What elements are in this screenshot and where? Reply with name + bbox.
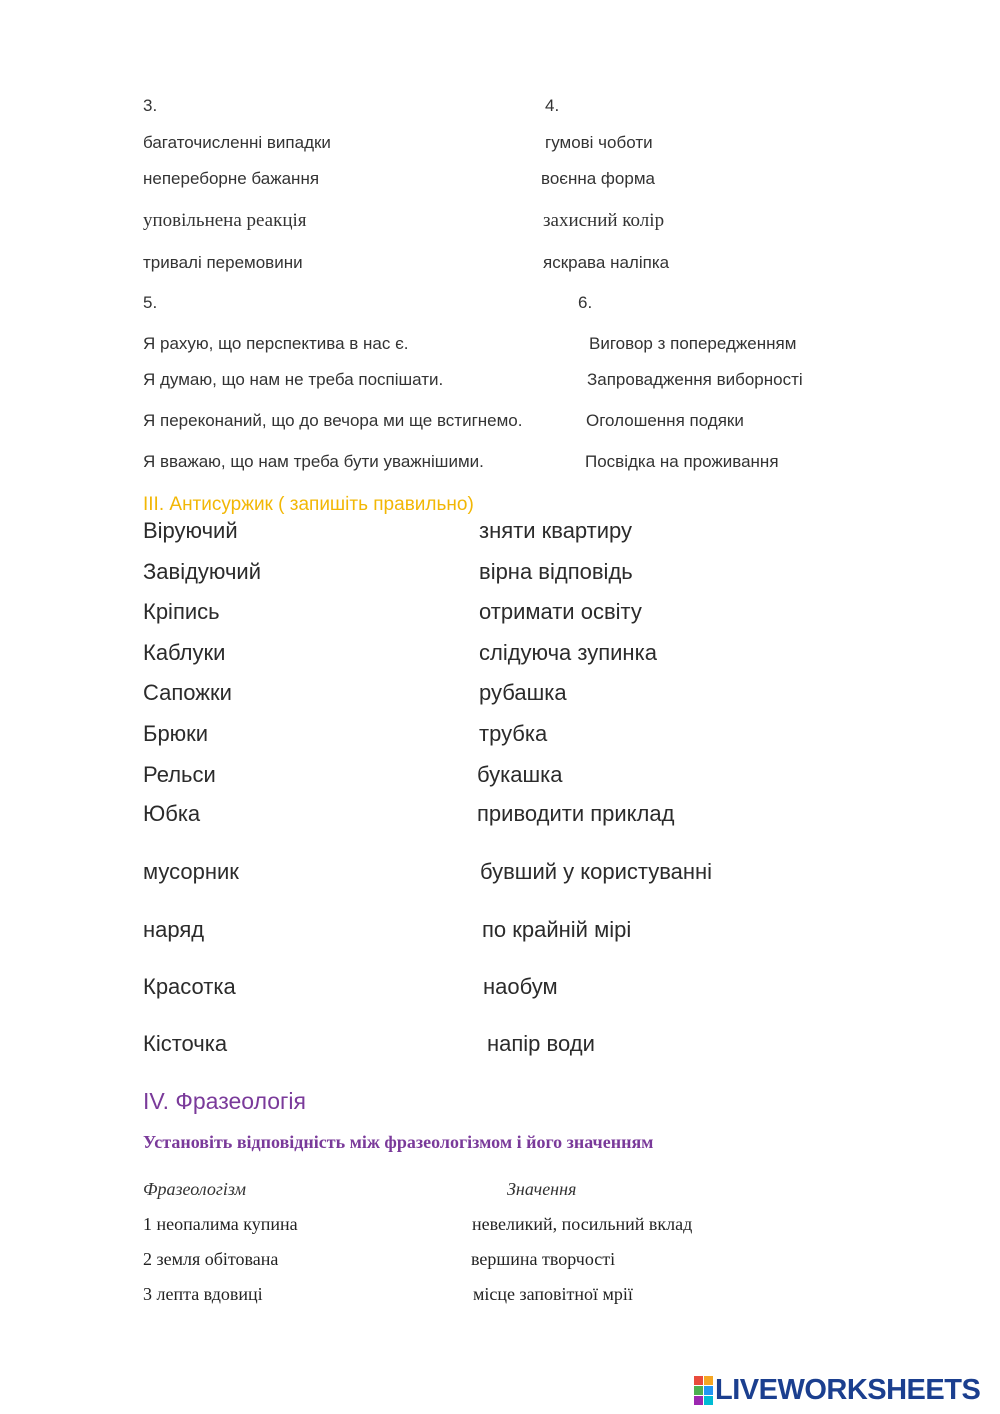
list-item: бувший у користуванні (480, 859, 713, 884)
list-item: воєнна форма (541, 169, 655, 188)
list-item: слідуюча зупинка (479, 640, 657, 665)
list-item: Рельси (143, 762, 216, 787)
liveworksheets-logo-icon (694, 1376, 713, 1405)
list-item: приводити приклад (477, 801, 675, 826)
logo-text: LIVEWORKSHEETS (715, 1373, 981, 1406)
section-title-phraseology: IV. Фразеологія (143, 1088, 306, 1114)
exercise-5-number: 5. (143, 293, 158, 312)
list-item: 2 земля обітована (143, 1249, 279, 1269)
list-item: непереборне бажання (143, 169, 320, 188)
list-item: Я переконаний, що до вечора ми ще встигнемо. (143, 411, 523, 430)
list-item: Я вважаю, що нам треба бути уважнішими. (143, 452, 484, 471)
list-item: тривалі перемовини (143, 253, 303, 272)
logo-mark-cell (704, 1386, 713, 1395)
liveworksheets-logo (694, 1373, 981, 1406)
list-item: яскрава наліпка (543, 253, 670, 272)
exercise-6-number: 6. (578, 293, 593, 312)
logo-mark-cell (694, 1396, 703, 1405)
section-title-antisurzhyk: ІІІ. Антисуржик ( запишіть правильно) (143, 494, 474, 515)
list-item: рубашка (479, 680, 567, 705)
list-item: гумові чоботи (545, 133, 653, 152)
logo-mark-cell (704, 1396, 713, 1405)
list-item: Завідуючий (143, 559, 261, 584)
list-item: 3 лепта вдовиці (143, 1284, 263, 1304)
list-item: Юбка (143, 801, 201, 826)
logo-mark-cell (704, 1376, 713, 1385)
list-item: уповільнена реакція (143, 210, 307, 231)
list-item: Я думаю, що нам не треба поспішати. (143, 370, 444, 389)
list-item: Я рахую, що перспектива в нас є. (143, 334, 409, 353)
list-item: Красотка (143, 974, 236, 999)
list-item: мусорник (143, 859, 239, 884)
list-item: багаточисленні випадки (143, 133, 331, 152)
list-item: вершина творчості (471, 1249, 616, 1269)
list-item: Кріпись (143, 599, 220, 624)
list-item: Оголошення подяки (586, 411, 744, 430)
list-item: Сапожки (143, 680, 232, 705)
list-item: Брюки (143, 721, 209, 746)
list-item: захисний колір (543, 210, 665, 231)
list-item: зняти квартиру (479, 518, 633, 543)
list-item: букашка (477, 762, 563, 787)
list-item: Каблуки (143, 640, 226, 665)
list-item: вірна відповідь (479, 559, 633, 584)
column-header-meaning: Значення (507, 1179, 577, 1199)
logo-mark-cell (694, 1386, 703, 1395)
list-item: Віруючий (143, 518, 238, 543)
list-item: по крайній мірі (482, 917, 632, 942)
phraseology-instruction: Установіть відповідність між фразеологізмом і його значенням (143, 1132, 654, 1152)
list-item: 1 неопалима купина (143, 1214, 298, 1234)
list-item: невеликий, посильний вклад (472, 1214, 693, 1234)
list-item: Посвідка на проживання (585, 452, 779, 471)
column-header-phraseologism: Фразеологізм (143, 1179, 246, 1199)
list-item: Кісточка (143, 1031, 228, 1056)
list-item: наряд (143, 917, 205, 942)
list-item: місце заповітної мрії (473, 1284, 633, 1304)
exercise-3-number: 3. (143, 96, 158, 115)
logo-mark-cell (694, 1376, 703, 1385)
list-item: Виговор з попередженням (589, 334, 797, 353)
list-item: Запровадження виборності (587, 370, 803, 389)
exercise-4-number: 4. (545, 96, 560, 115)
list-item: напір води (487, 1031, 595, 1056)
list-item: трубка (479, 721, 548, 746)
list-item: наобум (483, 974, 558, 999)
list-item: отримати освіту (479, 599, 642, 624)
